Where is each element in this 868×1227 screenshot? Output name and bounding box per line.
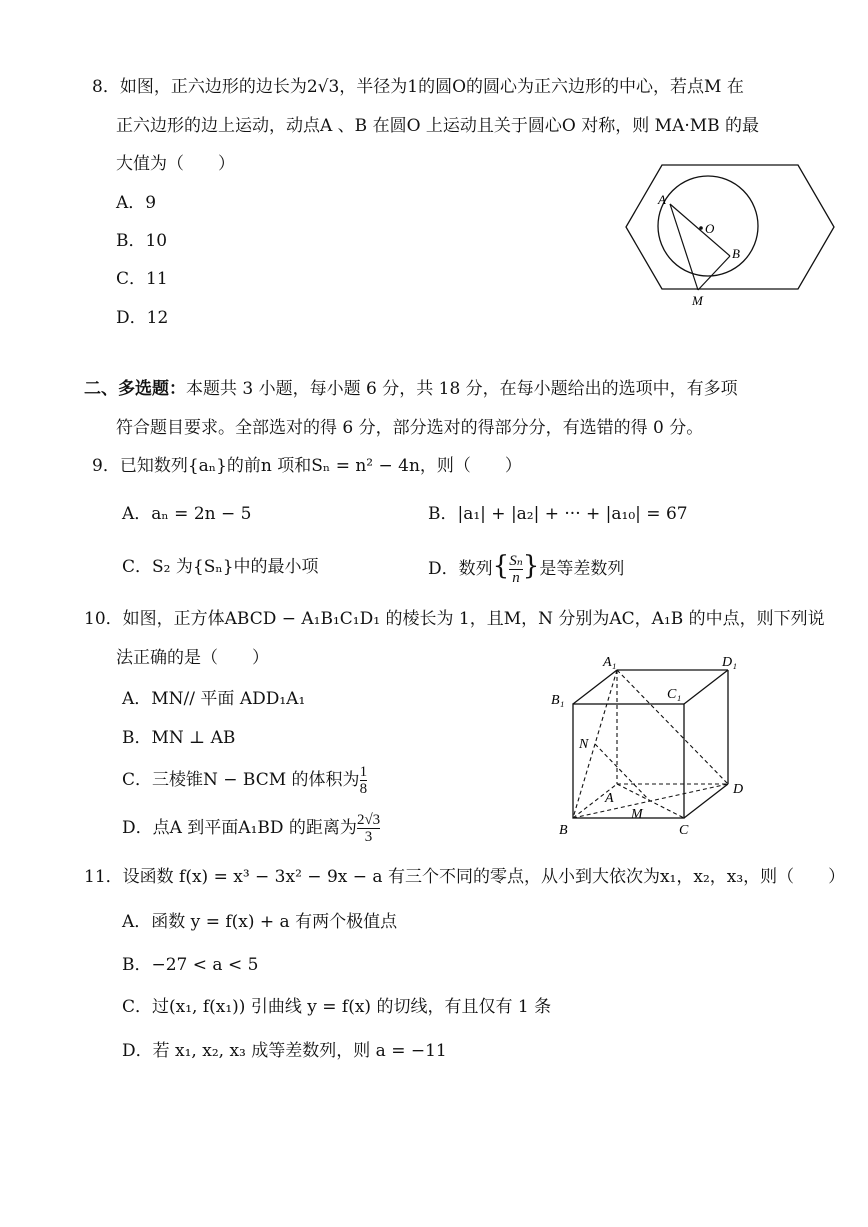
q11-option-b: B．−27 < a < 5 — [122, 955, 259, 975]
q9-option-d: D．数列{ $\frac{\text{Sₙ}}{n}$ }是等差数列 — [428, 551, 625, 586]
q8-option-d: D．12 — [116, 308, 169, 328]
label-a: A — [605, 791, 614, 806]
q10-option-c — [122, 762, 367, 798]
q9-option-d-suffix: 是等差数列 — [539, 559, 625, 579]
center-dot — [699, 226, 703, 230]
q8-option-c: C．11 — [116, 269, 168, 289]
label-a1: A₁ — [603, 655, 617, 670]
q9-option-a: A．aₙ = 2n − 5 — [122, 504, 252, 524]
section-title: 二、多选题： — [84, 379, 186, 399]
q11-option-d: D．若 x₁, x₂, x₃ 成等差数列，则 a = −11 — [122, 1041, 447, 1061]
q10-option-d-fraction: $\frac{2√3}{3}$ — [356, 812, 381, 845]
q8-option-b: B．10 — [116, 231, 168, 251]
q9-option-d-fraction — [509, 553, 523, 586]
q11-option-a: A．函数 y = f(x) + a 有两个极值点 — [122, 912, 398, 932]
label-d: D — [733, 782, 744, 797]
q8-stem-line3: 大值为（ ） — [116, 154, 235, 174]
label-a: A — [658, 192, 666, 207]
q10-option-d — [122, 810, 380, 846]
label-b: B — [732, 246, 740, 261]
label-m: M — [631, 807, 643, 822]
q11-stem: 11．设函数 f(x) = x³ − 3x² − 9x − a 有三个不同的零点，从小到大依次为x₁，x₂，x₃，则（ ） — [84, 867, 846, 887]
q10-stem-line2: 法正确的是（ ） — [116, 648, 269, 668]
label-c1: C₁ — [667, 687, 682, 702]
label-b1: B₁ — [551, 693, 565, 708]
q10-option-d-text: D．点A 到平面A₁BD 的距离为 — [122, 818, 357, 838]
label-b: B — [559, 823, 568, 838]
label-n: N — [579, 737, 589, 752]
q9-frac-num: Sₙ — [509, 553, 523, 569]
q10-option-b: B．MN ⊥ AB — [122, 728, 236, 748]
q9-frac-den: n — [509, 569, 523, 586]
label-c: C — [679, 823, 689, 838]
hexagon-circle-figure — [620, 160, 840, 310]
label-m: M — [692, 293, 703, 308]
q9-option-b: B．|a₁| + |a₂| + ··· + |a₁₀| = 67 — [428, 504, 688, 524]
q9-stem: 9．已知数列{aₙ}的前n 项和Sₙ = n² − 4n，则（ ） — [92, 456, 522, 476]
section-desc-line1: 本题共 3 小题，每小题 6 分，共 18 分，在每小题给出的选项中，有多项 — [186, 379, 738, 399]
label-d1: D₁ — [722, 655, 737, 670]
q10-option-a: A．MN// 平面 ADD₁A₁ — [122, 689, 306, 709]
q10-option-c-fraction: $\frac{1}{8}$ — [359, 764, 368, 797]
q9-option-c: C．S₂ 为{Sₙ}中的最小项 — [122, 557, 319, 577]
q10-stem-line1: 10．如图，正方体ABCD − A₁B₁C₁D₁ 的棱长为 1，且M，N 分别为AC，A₁B 的中点，则下列说 — [84, 609, 825, 629]
cube-figure — [545, 648, 760, 843]
section-heading-line1 — [84, 378, 738, 400]
q10-option-c-text: C．三棱锥N − BCM 的体积为 — [122, 770, 360, 790]
q9-option-d-prefix: D．数列 — [428, 559, 493, 579]
section-desc-line2: 符合题目要求。全部选对的得 6 分，部分选对的得部分分，有选错的得 0 分。 — [116, 418, 704, 438]
q11-option-c: C．过(x₁, f(x₁)) 引曲线 y = f(x) 的切线，有且仅有 1 条 — [122, 997, 552, 1017]
label-o: O — [705, 221, 715, 236]
q8-option-a: A．9 — [116, 193, 157, 213]
q8-stem-line2: 正六边形的边上运动，动点A 、B 在圆O 上运动且关于圆心O 对称，则 MA·MB 的最 — [116, 116, 760, 136]
q8-stem-line1: 8．如图，正六边形的边长为2√3，半径为1的圆O的圆心为正六边形的中心，若点M 在 — [92, 77, 744, 97]
